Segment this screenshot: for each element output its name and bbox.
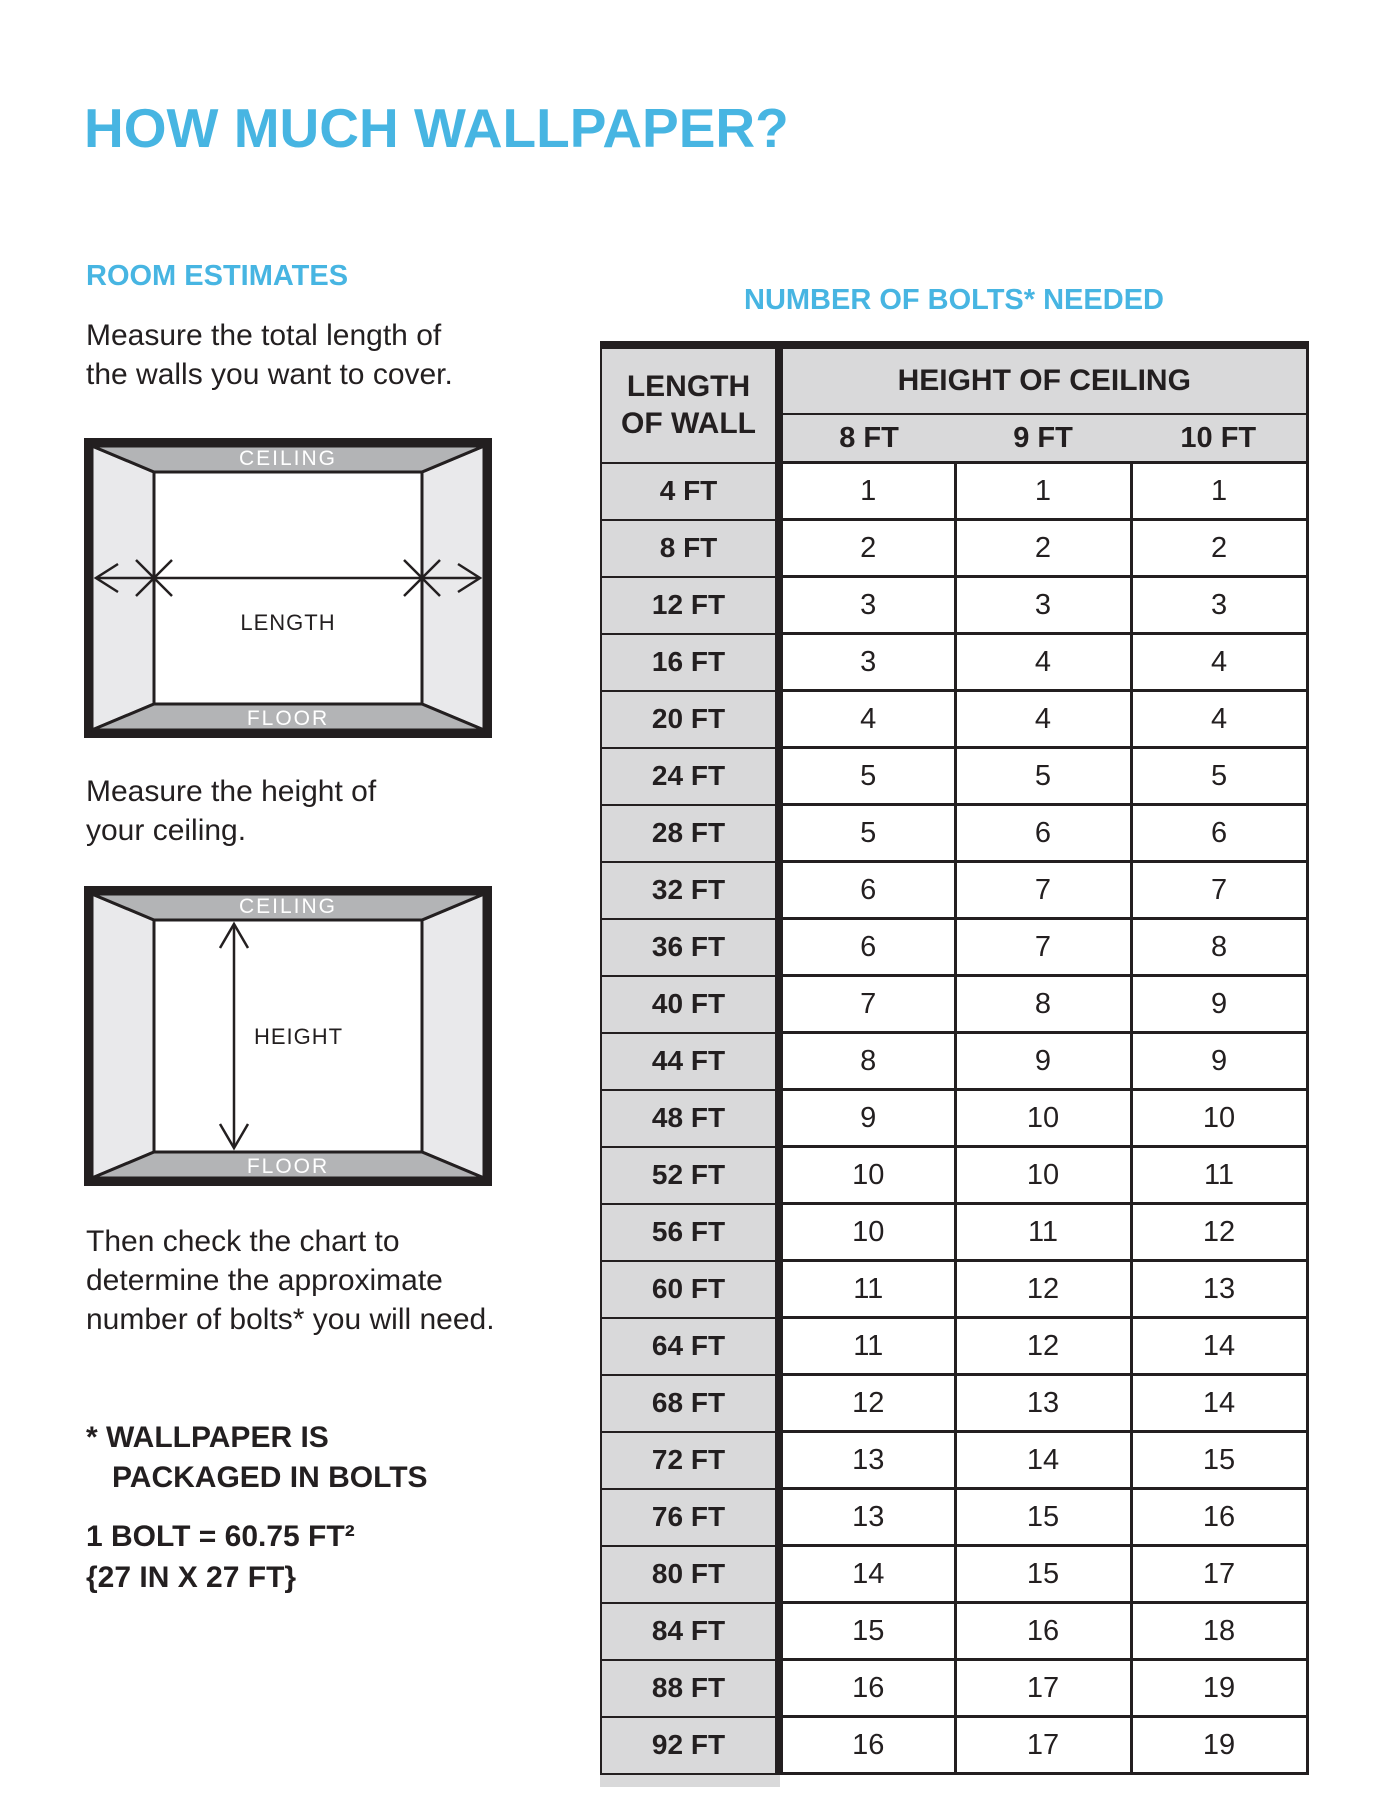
bolt-count-cell: 9 [779,1090,955,1147]
bolt-count-cell: 5 [779,805,955,862]
bolt-count-cell: 1 [1131,463,1307,520]
bolt-count-cell: 4 [1131,691,1307,748]
bolt-count-cell: 6 [955,805,1131,862]
wall-length-cell: 48 FT [601,1090,779,1147]
table-row [601,1147,1307,1204]
bolt-count-cell: 6 [1131,805,1307,862]
room-estimates-heading: ROOM ESTIMATES [86,260,349,292]
ceiling-label: CEILING [238,447,338,470]
table-row [601,1432,1307,1489]
col-header-10ft: 10 FT [1131,414,1307,463]
table-row [601,805,1307,862]
bolt-count-cell: 12 [955,1318,1131,1375]
bolt-count-cell: 9 [955,1033,1131,1090]
table-row [601,919,1307,976]
instruction-line: your ceiling. [86,814,247,847]
wall-length-cell: 72 FT [601,1432,779,1489]
floor-label: FLOOR [246,1155,330,1178]
bolt-count-cell: 11 [779,1261,955,1318]
bolt-count-cell: 12 [1131,1204,1307,1261]
bolt-count-cell: 15 [955,1546,1131,1603]
bolt-count-cell: 13 [955,1375,1131,1432]
bolt-count-cell: 4 [955,634,1131,691]
bolts-table [600,341,1309,1775]
bolt-dimensions-line: {27 IN X 27 FT} [86,1561,297,1594]
table-row [601,976,1307,1033]
bolt-count-cell: 17 [955,1660,1131,1717]
room-height-diagram [84,886,492,1186]
wall-length-cell: 28 FT [601,805,779,862]
table-row [601,520,1307,577]
bolt-count-cell: 2 [1131,520,1307,577]
wall-length-cell: 24 FT [601,748,779,805]
col-header-9ft: 9 FT [955,414,1131,463]
bolt-count-cell: 11 [955,1204,1131,1261]
bolt-count-cell: 10 [1131,1090,1307,1147]
table-row [601,1204,1307,1261]
bolt-count-cell: 15 [779,1603,955,1660]
bolt-count-cell: 14 [1131,1318,1307,1375]
wall-length-cell: 8 FT [601,520,779,577]
bolt-count-cell: 8 [955,976,1131,1033]
wall-length-cell: 68 FT [601,1375,779,1432]
bolt-count-cell: 1 [779,463,955,520]
bolt-count-cell: 4 [779,691,955,748]
instruction-line: Measure the height of [86,775,377,808]
bolt-count-cell: 5 [779,748,955,805]
back-wall [154,472,422,704]
room-length-diagram [84,438,492,738]
bolt-equation [86,1516,355,1598]
floor-label: FLOOR [246,707,330,730]
instruction-line: Measure the total length of [86,319,442,352]
wall-length-cell: 16 FT [601,634,779,691]
bolt-count-cell: 15 [1131,1432,1307,1489]
table-row [601,1489,1307,1546]
bolt-equation-line: 1 BOLT = 60.75 FT² [86,1520,355,1553]
instruction-line: Then check the chart to [86,1225,400,1258]
bolt-count-cell: 8 [779,1033,955,1090]
table-row [601,1603,1307,1660]
bolts-footnote [86,1418,428,1498]
wall-length-cell: 44 FT [601,1033,779,1090]
left-wall [92,894,154,1178]
table-row [601,1261,1307,1318]
bolt-count-cell: 16 [955,1603,1131,1660]
bolt-count-cell: 14 [955,1432,1131,1489]
instruction-line: number of bolts* you will need. [86,1303,495,1336]
wall-length-cell: 36 FT [601,919,779,976]
bolt-count-cell: 11 [779,1318,955,1375]
table-row [601,1090,1307,1147]
bolt-count-cell: 10 [779,1204,955,1261]
bolt-count-cell: 14 [779,1546,955,1603]
bolt-count-cell: 14 [1131,1375,1307,1432]
length-of-wall-header-line: OF WALL [621,407,756,441]
wall-length-cell: 32 FT [601,862,779,919]
bolt-count-cell: 4 [1131,634,1307,691]
wall-length-cell: 80 FT [601,1546,779,1603]
instruction-check-chart [86,1222,495,1339]
bolt-count-cell: 1 [955,463,1131,520]
bolt-count-cell: 2 [779,520,955,577]
table-row [601,1546,1307,1603]
table-row [601,1318,1307,1375]
wall-length-cell: 92 FT [601,1717,779,1774]
instruction-measure-length [86,316,453,394]
bolt-count-cell: 7 [1131,862,1307,919]
table-row [601,1375,1307,1432]
bolt-count-cell: 13 [1131,1261,1307,1318]
footnote-line: * WALLPAPER IS [86,1421,329,1454]
instruction-measure-height [86,772,376,850]
wall-length-cell: 84 FT [601,1603,779,1660]
length-of-wall-header [601,345,779,463]
wall-length-cell: 4 FT [601,463,779,520]
bolt-count-cell: 16 [1131,1489,1307,1546]
bolt-count-cell: 12 [779,1375,955,1432]
height-label: HEIGHT [254,1024,344,1049]
bolt-count-cell: 7 [955,919,1131,976]
table-row [601,1717,1307,1774]
bolt-count-cell: 11 [1131,1147,1307,1204]
bolt-count-cell: 4 [955,691,1131,748]
page-title: HOW MUCH WALLPAPER? [84,97,789,159]
bolt-table-body [601,463,1307,1774]
bolt-count-cell: 13 [779,1489,955,1546]
table-row [601,691,1307,748]
length-of-wall-header-line: LENGTH [626,370,751,404]
bolt-count-cell: 8 [1131,919,1307,976]
bolt-count-cell: 17 [955,1717,1131,1774]
wall-length-cell: 52 FT [601,1147,779,1204]
bolt-count-cell: 6 [779,862,955,919]
bolt-count-cell: 10 [955,1090,1131,1147]
bolt-count-cell: 15 [955,1489,1131,1546]
ceiling-label: CEILING [238,895,338,918]
bolt-count-cell: 13 [779,1432,955,1489]
footnote-line: PACKAGED IN BOLTS [112,1461,428,1494]
bolt-count-cell: 17 [1131,1546,1307,1603]
table-row [601,634,1307,691]
bolt-count-cell: 19 [1131,1660,1307,1717]
bolt-count-cell: 10 [955,1147,1131,1204]
bolt-count-cell: 3 [955,577,1131,634]
right-wall [422,894,484,1178]
table-row [601,862,1307,919]
bolts-table-heading: NUMBER OF BOLTS* NEEDED [744,284,1164,316]
height-of-ceiling-header: HEIGHT OF CEILING [779,345,1307,414]
bolts-table-section [600,341,1308,1787]
length-label: LENGTH [240,610,336,635]
table-row [601,1033,1307,1090]
bolt-count-cell: 12 [955,1261,1131,1318]
bolt-count-cell: 5 [955,748,1131,805]
wall-length-cell: 56 FT [601,1204,779,1261]
bolt-count-cell: 2 [955,520,1131,577]
wall-length-cell: 60 FT [601,1261,779,1318]
bolt-count-cell: 19 [1131,1717,1307,1774]
wall-length-cell: 12 FT [601,577,779,634]
instruction-line: the walls you want to cover. [86,358,453,391]
bolt-count-cell: 9 [1131,976,1307,1033]
table-row [601,577,1307,634]
table-row [601,748,1307,805]
bolt-count-cell: 7 [779,976,955,1033]
wall-length-cell: 88 FT [601,1660,779,1717]
bolt-count-cell: 9 [1131,1033,1307,1090]
wall-length-cell: 76 FT [601,1489,779,1546]
wall-length-cell: 20 FT [601,691,779,748]
wall-length-cell: 40 FT [601,976,779,1033]
bolt-count-cell: 5 [1131,748,1307,805]
bolt-count-cell: 10 [779,1147,955,1204]
group-header-row [601,345,1307,414]
wall-length-cell: 64 FT [601,1318,779,1375]
bolt-count-cell: 7 [955,862,1131,919]
bolt-count-cell: 16 [779,1660,955,1717]
instruction-line: determine the approximate [86,1264,443,1297]
bolt-count-cell: 16 [779,1717,955,1774]
bolt-count-cell: 3 [779,634,955,691]
table-row [601,1660,1307,1717]
col-header-8ft: 8 FT [779,414,955,463]
bolt-count-cell: 3 [1131,577,1307,634]
table-row [601,463,1307,520]
bolt-count-cell: 3 [779,577,955,634]
bolt-count-cell: 6 [779,919,955,976]
bolt-count-cell: 18 [1131,1603,1307,1660]
table-footer-strip [600,1775,780,1787]
